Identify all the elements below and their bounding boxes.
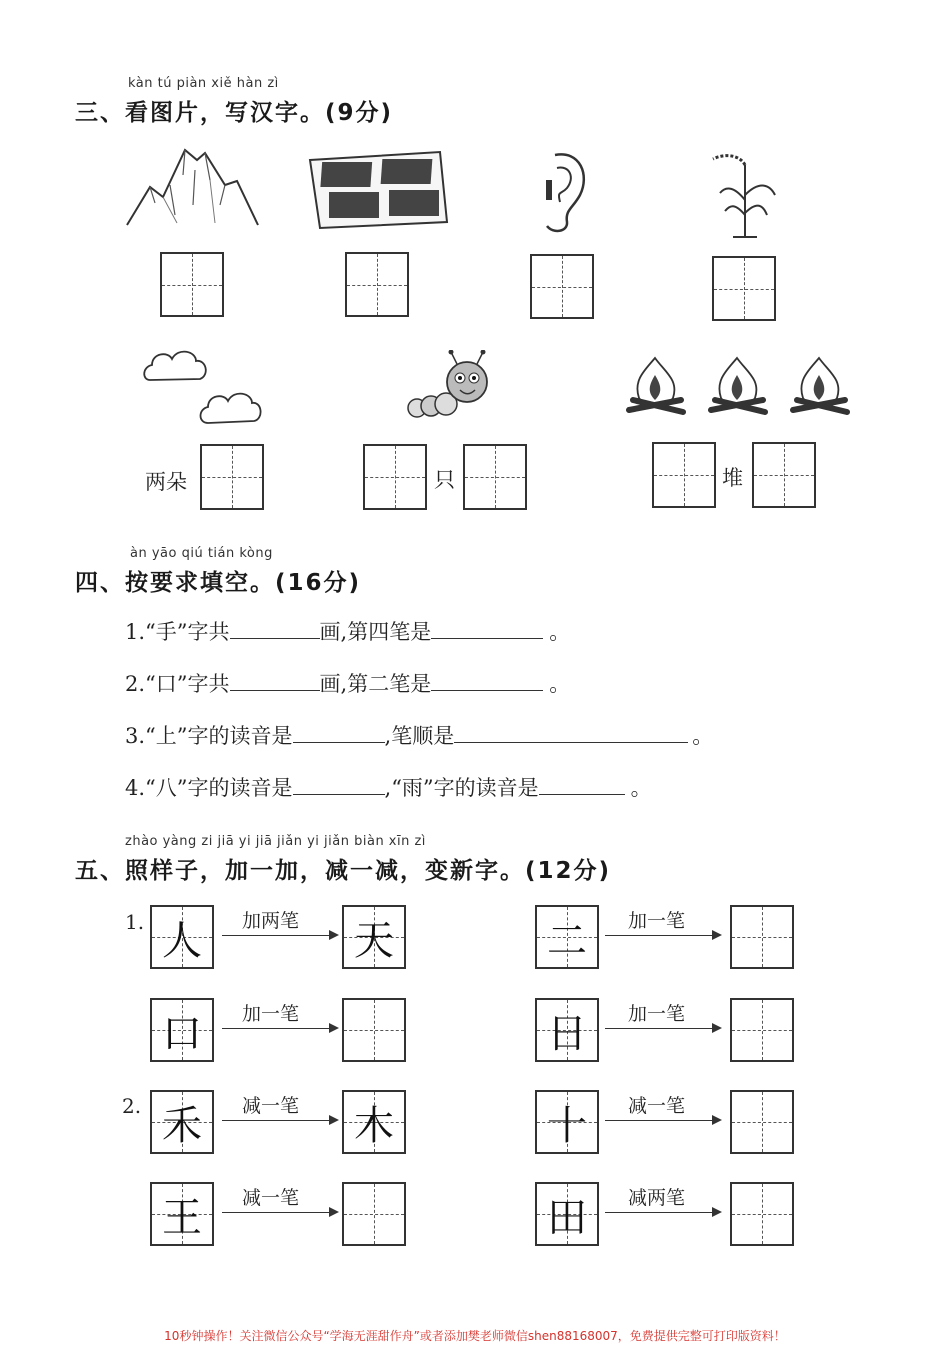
group-2-number: 2. xyxy=(122,1094,142,1118)
question-3-blank-reading[interactable] xyxy=(293,741,385,743)
operation-label: 加一笔 xyxy=(628,910,686,932)
answer-box-rice[interactable] xyxy=(712,256,776,321)
question-1-part-a: 1.“手”字共 xyxy=(125,620,230,644)
result-char-box[interactable] xyxy=(730,1182,794,1246)
section5-pinyin: zhào yàng zi jiā yi jiā jiǎn yi jiǎn biàn xīn zì xyxy=(125,834,426,849)
question-1-part-b: 画,第四笔是 xyxy=(319,620,432,644)
answer-box-mountain[interactable] xyxy=(160,252,224,317)
question-3-end: 。 xyxy=(692,724,714,748)
section4-pinyin: àn yāo qiú tián kòng xyxy=(130,546,273,561)
operation-label: 减两笔 xyxy=(628,1187,686,1209)
source-char-box: 王 xyxy=(150,1182,214,1246)
answer-box-clouds[interactable] xyxy=(200,444,264,510)
section3-heading: 三、看图片，写汉字。(9分) xyxy=(75,100,394,126)
question-2-part-b: 画,第二笔是 xyxy=(319,672,432,696)
rice-plant-icon xyxy=(705,145,785,240)
answer-box-field[interactable] xyxy=(345,252,409,317)
section4-heading: 四、按要求填空。(16分) xyxy=(75,570,362,596)
arrow xyxy=(605,1028,720,1029)
question-4 xyxy=(125,772,652,802)
footer-promo: 10秒钟操作！关注微信公众号“学海无涯甜作舟”或者添加樊老师微信shen88168007，免费提供完整可打印版资料！ xyxy=(164,1329,786,1343)
answer-box-caterpillar-count[interactable] xyxy=(363,444,427,510)
question-1-blank-fourth[interactable] xyxy=(431,637,543,639)
source-char-box: 二 xyxy=(535,905,599,969)
source-char-box: 禾 xyxy=(150,1090,214,1154)
result-char-box[interactable] xyxy=(342,1182,406,1246)
arrow xyxy=(605,1120,720,1121)
question-2-blank-strokes[interactable] xyxy=(230,689,320,691)
field-icon xyxy=(305,150,450,230)
question-1-blank-strokes[interactable] xyxy=(230,637,320,639)
source-char-box: 人 xyxy=(150,905,214,969)
question-4-blank-ba[interactable] xyxy=(293,793,385,795)
question-1-end: 。 xyxy=(549,620,571,644)
answer-box-fire-count[interactable] xyxy=(652,442,716,508)
arrow xyxy=(222,935,337,936)
source-char-box: 口 xyxy=(150,998,214,1062)
question-3-part-a: 3.“上”字的读音是 xyxy=(125,724,293,748)
section5-heading: 五、照样子，加一加，减一减，变新字。(12分) xyxy=(75,858,612,884)
caterpillar-icon xyxy=(405,350,495,425)
arrow xyxy=(605,1212,720,1213)
result-char-box[interactable] xyxy=(730,905,794,969)
question-4-part-b: ,“雨”字的读音是 xyxy=(384,776,539,800)
question-2 xyxy=(125,668,570,698)
arrow xyxy=(222,1212,337,1213)
mountain-icon xyxy=(125,145,260,230)
result-char-box[interactable] xyxy=(730,1090,794,1154)
operation-label: 减一笔 xyxy=(242,1187,300,1209)
operation-label: 加一笔 xyxy=(628,1003,686,1025)
result-char-box[interactable]: 天 xyxy=(342,905,406,969)
clouds-icon xyxy=(140,345,265,430)
section3-pinyin: kàn tú piàn xiě hàn zì xyxy=(128,76,279,91)
result-char-box[interactable]: 木 xyxy=(342,1090,406,1154)
question-4-end: 。 xyxy=(630,776,652,800)
label-liangduo: 两朵 xyxy=(145,470,187,494)
source-char-box: 田 xyxy=(535,1182,599,1246)
answer-box-caterpillar[interactable] xyxy=(463,444,527,510)
question-2-blank-second[interactable] xyxy=(431,689,543,691)
question-3-part-b: ,笔顺是 xyxy=(384,724,455,748)
answer-box-fire[interactable] xyxy=(752,442,816,508)
source-char-box: 十 xyxy=(535,1090,599,1154)
question-4-part-a: 4.“八”字的读音是 xyxy=(125,776,293,800)
ear-icon xyxy=(535,150,590,235)
operation-label: 加一笔 xyxy=(242,1003,300,1025)
label-dui: 堆 xyxy=(722,466,743,490)
label-zhi: 只 xyxy=(434,468,455,492)
question-3 xyxy=(125,720,713,750)
question-2-part-a: 2.“口”字共 xyxy=(125,672,230,696)
group-1-number: 1. xyxy=(125,910,145,934)
result-char-box[interactable] xyxy=(730,998,794,1062)
operation-label: 加两笔 xyxy=(242,910,300,932)
campfire-icon xyxy=(625,350,855,425)
operation-label: 减一笔 xyxy=(242,1095,300,1117)
answer-box-ear[interactable] xyxy=(530,254,594,319)
arrow xyxy=(222,1120,337,1121)
question-4-blank-yu[interactable] xyxy=(539,793,625,795)
result-char-box[interactable] xyxy=(342,998,406,1062)
arrow xyxy=(605,935,720,936)
question-2-end: 。 xyxy=(549,672,571,696)
question-1 xyxy=(125,616,570,646)
source-char-box: 日 xyxy=(535,998,599,1062)
question-3-blank-order[interactable] xyxy=(454,741,688,743)
operation-label: 减一笔 xyxy=(628,1095,686,1117)
arrow xyxy=(222,1028,337,1029)
